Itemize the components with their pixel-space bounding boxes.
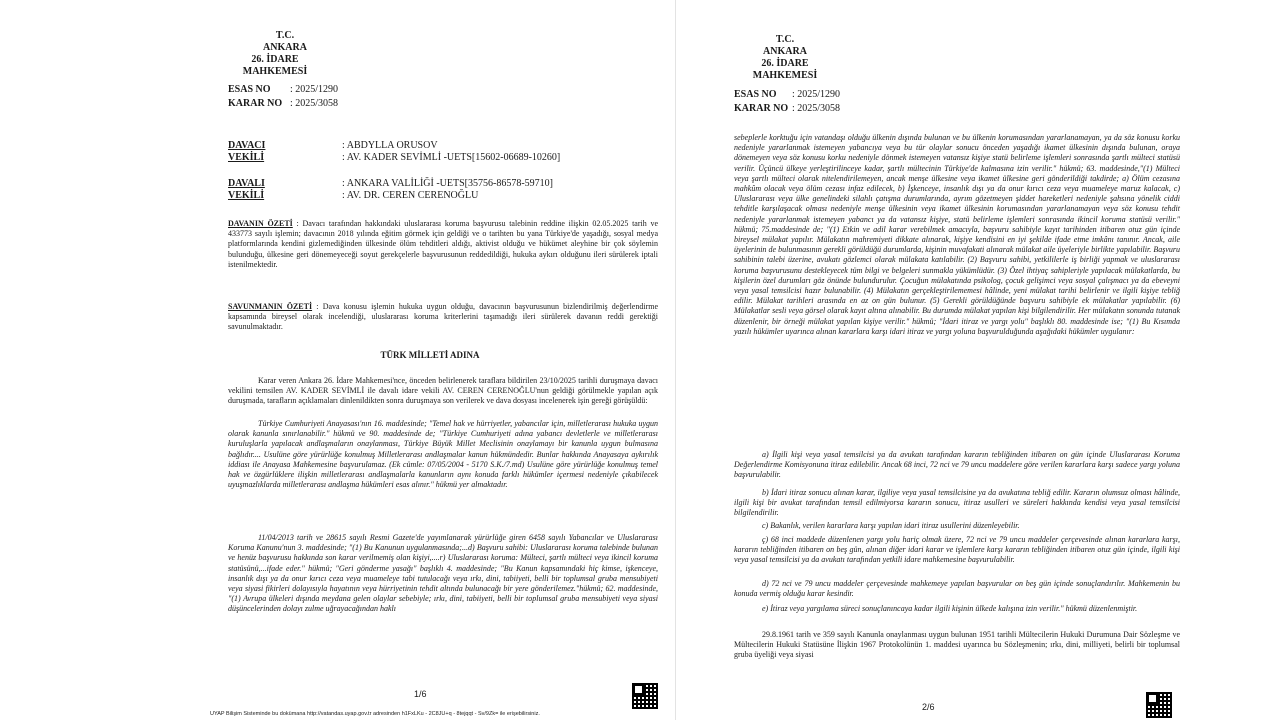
karar-label: KARAR NO	[734, 103, 789, 114]
parties	[228, 140, 560, 202]
court-header	[735, 34, 835, 82]
esas-value: : 2025/1290	[792, 89, 841, 100]
page-divider	[675, 0, 676, 720]
vekili-value: : AV. KADER SEVİMLİ -UETS[15602-06689-10260]	[342, 152, 561, 163]
vekili-label: VEKİLİ	[228, 152, 265, 163]
case-numbers	[228, 84, 338, 110]
qr-code-icon	[632, 683, 658, 709]
header-line: ANKARA	[763, 46, 807, 57]
paragraph: Karar veren Ankara 26. İdare Mahkemesi'nce, önceden belirlenerek taraflara bildirilen 23/10/2025 tarihli duruşmaya davacı vekilini temsilen AV. KADER SEVİMLİ ile davalı idare vekili AV. CEREN CERENOĞLU'nun geldiği görülmekle yapılan açık duruşmada, tarafların açıklamaları dinlenildikten sonra duruşmaya son verilerek ve dava dosyası incelenerek işin gereği görüşüldü:	[228, 376, 658, 406]
karar-value: : 2025/3058	[792, 103, 841, 114]
document-page-2	[690, 0, 1190, 720]
page-number: 1/6	[414, 689, 427, 699]
davaci-value: : ABDYLLA ORUSOV	[342, 140, 438, 151]
court-header	[240, 30, 330, 78]
esas-label: ESAS NO	[228, 84, 271, 95]
document-page-1	[190, 0, 670, 720]
list-item: ç) 68 inci maddede düzenlenen yargı yolu hariç olmak üzere, 72 nci ve 79 uncu maddeler çerçevesinde alınan kararlara karşı, kararın tebliğinden itibaren on beş gün, alınan diğer idari karar ve işlemlere karşı kararın tebliğinden itibaren otuz gün içinde, ilgili kişi veya yasal temsilcisi ya da avukatı tarafından yetkili idare mahkemesine başvurulabilir.	[734, 535, 1180, 565]
karar-value: : 2025/3058	[290, 98, 339, 109]
list-item: b) İdari itiraz sonucu alınan karar, ilgiliye veya yasal temsilcisine ya da avukatına tebliğ edilir. Kararın olumsuz olması hâlinde, ilgili kişi bir avukat tarafından temsil edilmiyorsa kararın sonucu, itiraz usulleri ve süreleri hakkında kendisi veya yasal temsilcisi bilgilendirilir.	[734, 488, 1180, 518]
uyap-footer: UYAP Bilişim Sisteminde bu dokümana http://vatandas.uyap.gov.tr adresinden h1FxLKu - 2C8JU+q - 8tejqqt - Sv/9Zk= ile erişebilirsiniz.	[210, 711, 540, 717]
claim-summary	[228, 219, 658, 270]
list-item: e) İtiraz veya yargılama süreci sonuçlanıncaya kadar ilgili kişinin ülkede kalışına izin verilir." hükmü düzenlenmiştir.	[762, 604, 1138, 613]
defense-summary-text: : Dava konusu işlemin hukuka uygun olduğu, davacının başvurusunun bizlendirilmiş değerlendirme kapsamında bireysel olarak incelendiği, uluslararası koruma kriterlerini taşımadığı ileri sürülerek davanın reddi gerektiği savunulmaktadır.	[228, 302, 659, 332]
paragraph: Türkiye Cumhuriyeti Anayasası'nın 16. maddesinde; "Temel hak ve hürriyetler, yabancılar için, milletlerarası hukuka uygun olarak kanunla sınırlanabilir." hükmü ve 90. maddesinde de; "Türkiye Cumhuriyeti adına yabancı devletlerle ve milletlerarası kuruluşlarla yapılacak andlaşmaların onaylanması, Türkiye Büyük Millet Meclisinin onaylamayı bir kanunla uygun bulmasına bağlıdır.... Usulüne göre yürürlüğe konulmuş Milletlerarası andlaşmalar kanun hükmündedir. Bunlar hakkında Anayasaya aykırılık iddiası ile Anayasa Mahkemesine başvurulamaz. (Ek cümle: 07/05/2004 - 5170 S.K./7.md) Usulüne göre yürürlüğe konulmuş temel hak ve özgürlüklere ilişkin milletlerarası andlaşmalarla kanunların aynı konuda farklı hükümler içermesi nedeniyle çıkabilecek uyuşmazlıklarda milletlerarası andlaşma hükümleri esas alınır." hükmü yer almaktadır.	[228, 419, 658, 490]
header-line: ANKARA	[263, 42, 307, 53]
claim-summary-label: DAVANIN ÖZETİ	[228, 219, 293, 228]
esas-label: ESAS NO	[734, 89, 777, 100]
header-line: T.C.	[775, 34, 795, 45]
vekili-label: VEKİLİ	[228, 190, 265, 201]
paragraph: 29.8.1961 tarih ve 359 sayılı Kanunla onaylanması uygun bulunan 1951 tarihli Mültecilerin Hukuki Durumuna Dair Sözleşme ve Mültecilerin Hukuki Statüsüne İlişkin 1967 Protokolünün 1. maddesi uyarınca bu Sözleşmenin; ırkı, dini, milliyeti, belirli bir toplumsal gruba üyeliği veya siyasi	[734, 630, 1180, 660]
davali-value: : ANKARA VALİLİĞİ -UETS[35756-86578-59710]	[342, 178, 554, 189]
header-line: 26. İDARE MAHKEMESİ	[752, 58, 818, 81]
davali-label: DAVALI	[228, 178, 265, 189]
page-number: 2/6	[922, 702, 935, 712]
header-line: T.C.	[275, 30, 295, 41]
davaci-label: DAVACI	[228, 140, 266, 151]
qr-code-icon	[1146, 692, 1172, 718]
defense-summary-label: SAVUNMANIN ÖZETİ	[228, 302, 313, 311]
list-item: a) İlgili kişi veya yasal temsilcisi ya da avukatı tarafından kararın tebliğinden itibaren on gün içinde Uluslararası Koruma Değerlendirme Komisyonuna itiraz edilebilir. Ancak 68 inci, 72 nci ve 79 uncu maddelere göre verilen kararlara karşı sadece yargı yoluna başvurulabilir.	[734, 450, 1180, 480]
header-line: 26. İDARE MAHKEMESİ	[242, 54, 308, 77]
claim-summary-text: : Davacı tarafından hakkındaki uluslararası koruma başvurusu talebinin reddine ilişkin 02.05.2025 tarih ve 433773 sayılı işlemin; davacının 2018 yılında eğitim görmek için geldiği ve o tarihten bu yana Türkiye'de yaşadığı, sosyal medya platformlarında kendini gizlemediğinden ülkesinde ölüm tehditleri aldığı, aktivist olduğu ve hükümet aleyhine bir çok söylemin bulunduğu, ülkesine geri dönemeyeceği soyut gerekçelerle başvurusunun reddedildiği, hukuka aykırı olduğunu ileri sürülerek iptali istenilmektedir.	[228, 219, 659, 269]
list-item: d) 72 nci ve 79 uncu maddeler çerçevesinde mahkemeye yapılan başvurular on beş gün içinde sonuçlandırılır. Mahkemenin bu konuda vermiş olduğu karar kesindir.	[734, 579, 1180, 599]
case-numbers	[734, 89, 840, 115]
defense-summary	[228, 302, 658, 333]
paragraph: sebeplerle korktuğu için vatandaşı olduğu ülkenin dışında bulunan ve bu ülkenin korumasından yararlanamayan, ya da söz konusu korku nedeniyle yararlanmak istemeyen yabancıya veya bu tür olaylar sonucu önceden yaşadığı ikamet ülkesinin dışında bulunan, oraya dönemeyen veya söz konusu korku nedeniyle dönmek istemeyen vatansız kişiye statü belirleme işlemleri sonrasında şartlı mülteci statüsü verilir. Üçüncü ülkeye yerleştirilinceye kadar, şartlı mültecinin Türkiye'de kalmasına izin verilir." hükmü; 63. maddesinde,"(1) Mülteci veya şartlı mülteci olarak nitelendirilemeyen, ancak menşe ülkesine veya ikamet ülkesine geri gönderildiği takdirde; a) Ölüm cezasına mahkûm olacak veya ölüm cezası infaz edilecek, b) İşkenceye, insanlık dışı ya da onur kırıcı ceza veya muameleye maruz kalacak, c) Uluslararası veya ülke genelindeki silahlı çatışma durumlarında, ayrım gözetmeyen şiddet hareketleri nedeniyle şahsına yönelik ciddi tehditle karşılaşacak olması nedeniyle menşe ülkesinin veya ikamet ülkesinin korumasından yararlanamayan veya söz konusu tehdit nedeniyle yararlanmak istemeyen yabancı ya da vatansız kişiye, statü belirleme işlemleri sonrasında ikincil koruma statüsü verilir." hükmü; 75.maddesinde de; "(1) Etkin ve adil karar verebilmek amacıyla, başvuru sahibiyle kayıt tarihinden itibaren otuz gün içinde bireysel mülakat yapılır. Mülakatın mahremiyeti dikkate alınarak, kişiye kendisini en iyi şekilde ifade etme imkânı tanınır. Ancak, aile üyelerinin de bulunmasının gerekli görüldüğü durumlarda, kişinin muvafakati alınarak mülakat aile üyeleriyle birlikte yapılabilir. Başvuru sahibinin talebi üzerine, avukatı gözlemci olarak mülakata katılabilir. (2) Başvuru sahibi, yetkililerle iş birliği yapmak ve uluslararası koruma başvurusunu destekleyecek tüm bilgi ve belgeleri sunmakla yükümlüdür. (3) Özel ihtiyaç sahipleriyle yapılacak mülakatlarda, bu kişilerin özel durumları göz önünde bulundurulur. Çocuğun mülakatında psikolog, çocuk gelişimci veya sosyal çalışmacı ya da ebeveyni veya yasal temsilcisi hazır bulunabilir. (4) Mülakatın gerçekleştirilememesi hâlinde, yeni mülakat tarihi belirlenir ve ilgili kişiye tebliğ edilir. Mülakat tarihleri arasında en az on gün bulunur. (5) Gerekli görüldüğünde başvuru sahibiyle ek mülakatlar yapılabilir. (6) Mülakatlar sesli veya görsel olarak kayıt altına alınabilir. Bu durumda mülakat yapılan kişi bilgilendirilir. Her mülakatın sonunda tutanak düzenlenir, bir örneği mülakat yapılan kişiye verilir." hükmü; "İdari itiraz ve yargı yolu" başlıklı 80. maddesinde ise; "(1) Bu Kısımda yazılı hükümler uyarınca alınan kararlara karşı idari itiraz ve yargı yoluna başvurulduğunda aşağıdaki hükümler uygulanır:	[734, 133, 1180, 336]
decision-title: TÜRK MİLLETİ ADINA	[380, 350, 480, 360]
list-item: c) Bakanlık, verilen kararlara karşı yapılan idari itiraz usullerini düzenleyebilir.	[762, 521, 1020, 530]
karar-label: KARAR NO	[228, 98, 283, 109]
esas-value: : 2025/1290	[290, 84, 339, 95]
paragraph: 11/04/2013 tarih ve 28615 sayılı Resmi Gazete'de yayımlanarak yürürlüğe giren 6458 sayılı Yabancılar ve Uluslararası Koruma Kanunu'nun 3. maddesinde; "(1) Bu Kanunun uygulanmasında;...d) Başvuru sahibi: Uluslararası koruma talebinde bulunan ve henüz başvurusu hakkında son karar verilmemiş olan kişiyi,....r) Uluslararası koruma: Mülteci, şartlı mülteci veya ikincil koruma statüsünü,...ifade eder." hükmü; "Geri gönderme yasağı" başlıklı 4. maddesinde; "Bu Kanun kapsamındaki hiç kimse, işkenceye, insanlık dışı ya da onur kırıcı ceza veya muameleye tabi tutulacağı veya ırkı, dini, tabiiyeti, belli bir toplumsal gruba mensubiyeti veya siyasi fikirleri dolayısıyla hayatının veya hürriyetinin tehdit altında bulunacağı bir yere gönderilemez."hükmü; 62. maddesinde, "(1) Avrupa ülkeleri dışında meydana gelen olaylar sebebiyle; ırkı, dini, tabiiyeti, belli bir toplumsal gruba mensubiyeti veya siyasi düşüncelerinden dolayı zulme uğrayacağından haklı	[228, 533, 658, 614]
vekili-value: : AV. DR. CEREN CERENOĞLU	[342, 190, 479, 201]
